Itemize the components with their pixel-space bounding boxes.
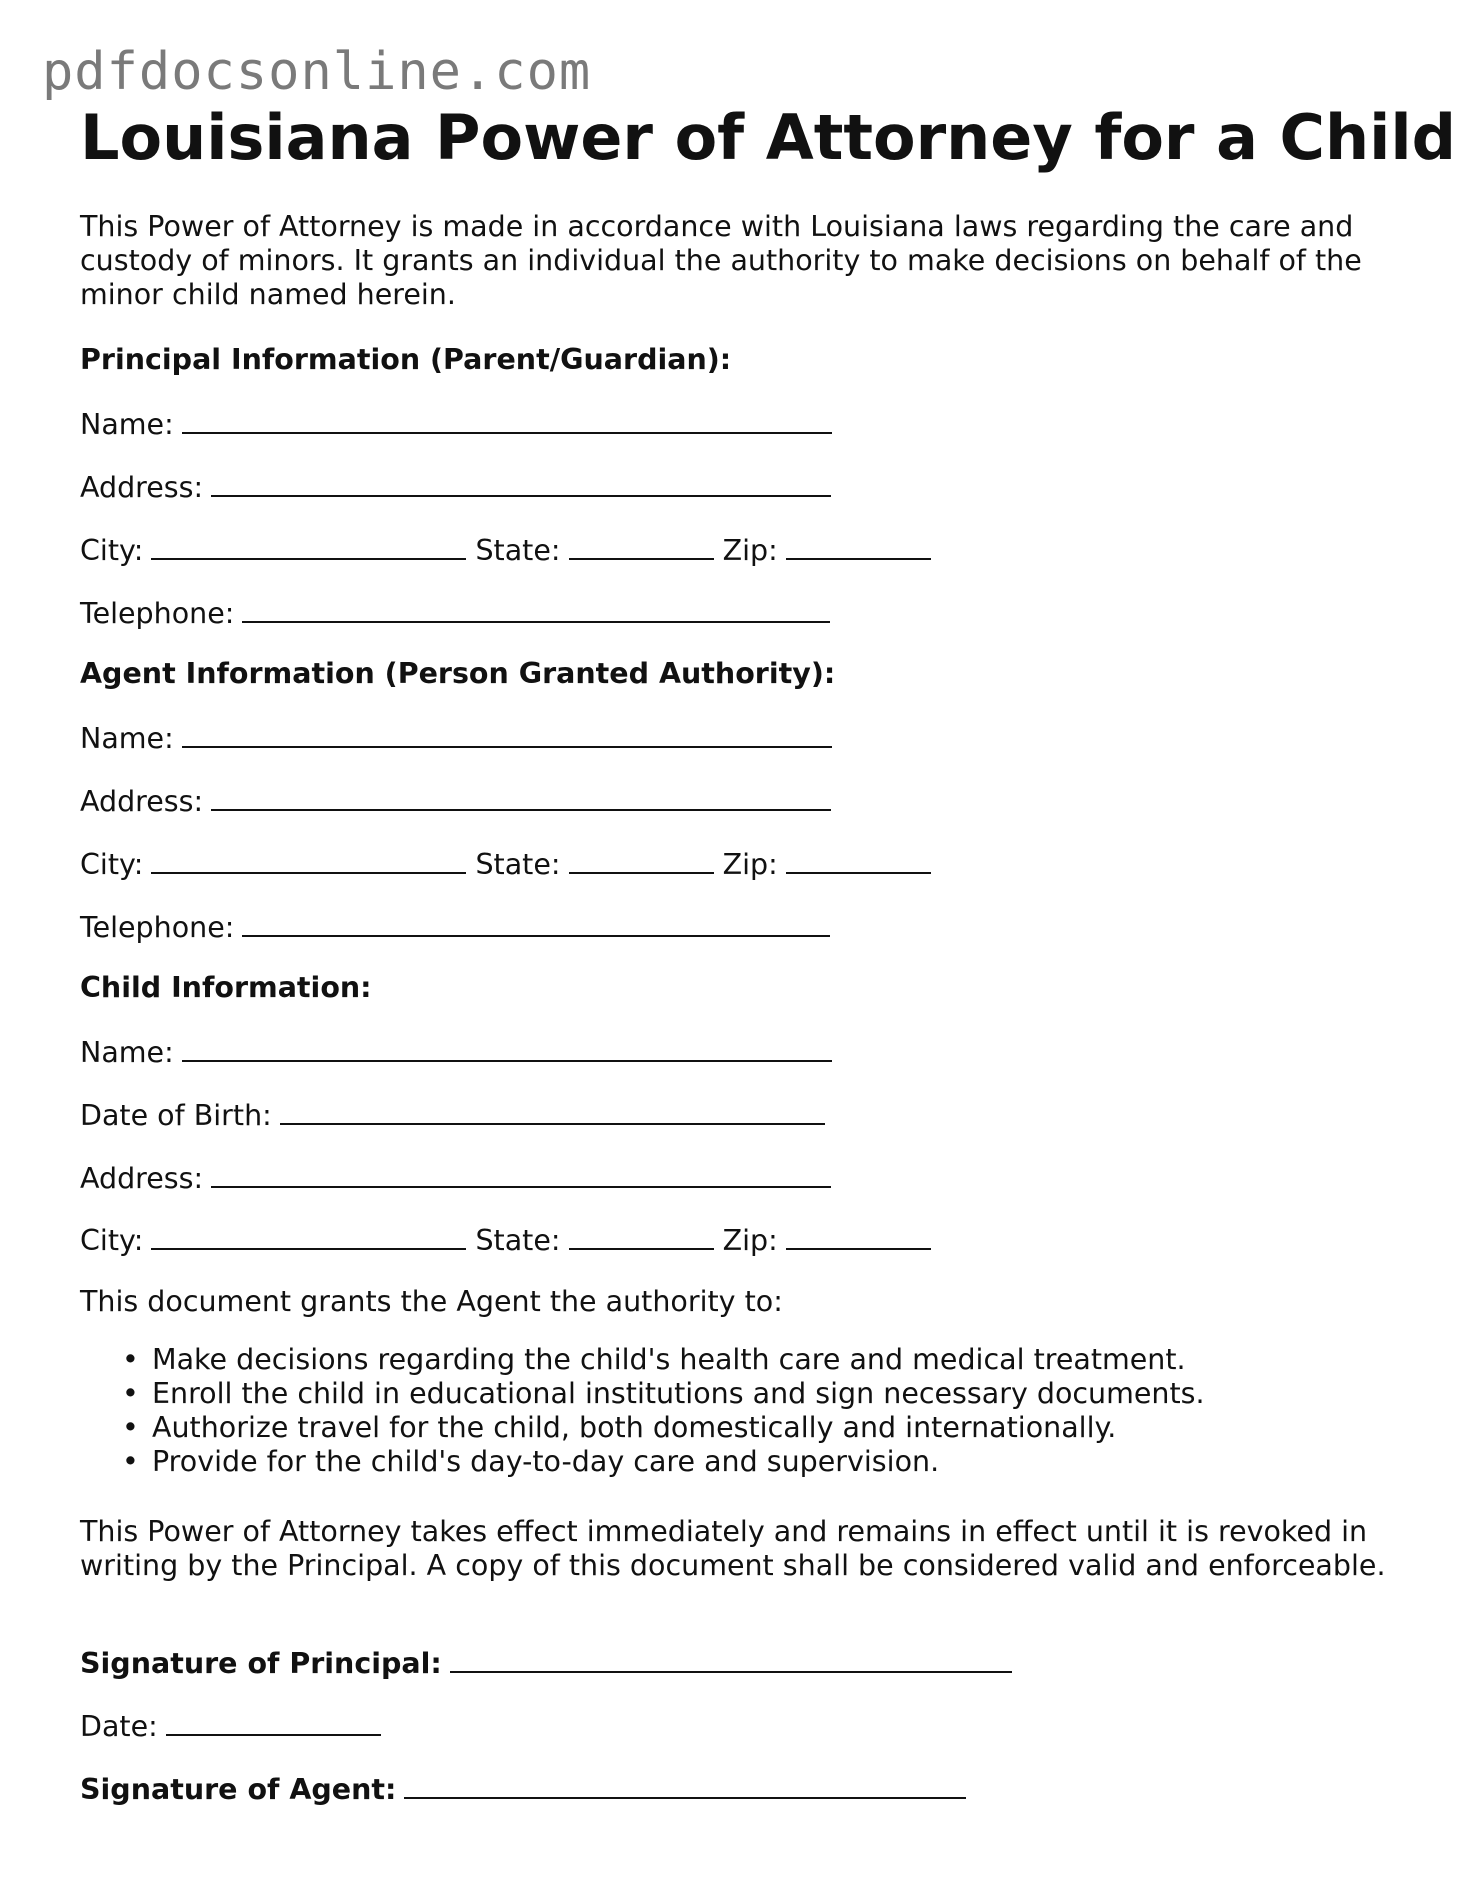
- intro-paragraph: This Power of Attorney is made in accordance with Louisiana laws regarding the care and custody of minors. It grants an individual the authority to make decisions on behalf of the minor child named herein.: [80, 210, 1362, 311]
- effect-paragraph: This Power of Attorney takes effect immediately and remains in effect until it is revoked in writing by the Principal. A copy of this document shall be considered valid and enforceable.: [80, 1515, 1386, 1582]
- watermark: pdfdocsonline.com: [42, 42, 592, 102]
- authority-list: [150, 1343, 1205, 1479]
- child-name-label: Name:: [80, 1036, 174, 1069]
- principal-heading: Principal Information (Parent/Guardian):: [80, 343, 732, 376]
- principal-telephone-field[interactable]: [242, 595, 830, 623]
- agent-name-row: [80, 720, 832, 756]
- child-address-label: Address:: [80, 1162, 204, 1195]
- agent-city-label: City:: [80, 848, 144, 881]
- list-item: • Provide for the child's day-to-day care and supervision.: [150, 1445, 1205, 1479]
- agent-zip-field[interactable]: [786, 846, 931, 874]
- child-heading: Child Information:: [80, 971, 372, 1004]
- child-state-field[interactable]: [569, 1222, 714, 1250]
- agent-state-label: State:: [475, 848, 561, 881]
- agent-address-label: Address:: [80, 785, 204, 818]
- principal-city-row: [80, 532, 931, 568]
- principal-signature-label: Signature of Principal:: [80, 1647, 442, 1680]
- principal-address-label: Address:: [80, 471, 204, 504]
- child-address-field[interactable]: [211, 1160, 831, 1188]
- agent-signature-field[interactable]: [404, 1771, 966, 1799]
- principal-signature-row: [80, 1645, 1012, 1681]
- child-city-field[interactable]: [151, 1222, 466, 1250]
- date-label: Date:: [80, 1710, 158, 1743]
- child-dob-field[interactable]: [280, 1097, 825, 1125]
- child-dob-label: Date of Birth:: [80, 1099, 272, 1132]
- list-item: • Make decisions regarding the child's health care and medical treatment.: [150, 1343, 1205, 1377]
- date-row: [80, 1708, 381, 1744]
- principal-state-label: State:: [475, 534, 561, 567]
- principal-zip-label: Zip:: [722, 534, 778, 567]
- agent-signature-label: Signature of Agent:: [80, 1773, 397, 1806]
- agent-address-row: [80, 783, 831, 819]
- principal-signature-field[interactable]: [450, 1645, 1012, 1673]
- list-item: • Authorize travel for the child, both domestically and internationally.: [150, 1411, 1205, 1445]
- agent-telephone-field[interactable]: [242, 909, 830, 937]
- principal-state-field[interactable]: [569, 532, 714, 560]
- child-zip-label: Zip:: [722, 1224, 778, 1257]
- principal-city-field[interactable]: [151, 532, 466, 560]
- child-dob-row: [80, 1097, 825, 1133]
- principal-telephone-label: Telephone:: [80, 597, 235, 630]
- agent-state-field[interactable]: [569, 846, 714, 874]
- principal-address-row: [80, 469, 831, 505]
- agent-name-label: Name:: [80, 722, 174, 755]
- principal-name-label: Name:: [80, 408, 174, 441]
- child-state-label: State:: [475, 1224, 561, 1257]
- agent-telephone-row: [80, 909, 830, 945]
- date-field[interactable]: [166, 1708, 381, 1736]
- child-name-row: [80, 1034, 832, 1070]
- principal-zip-field[interactable]: [786, 532, 931, 560]
- agent-name-field[interactable]: [182, 720, 832, 748]
- list-item: • Enroll the child in educational institutions and sign necessary documents.: [150, 1377, 1205, 1411]
- principal-name-field[interactable]: [182, 406, 832, 434]
- agent-address-field[interactable]: [211, 783, 831, 811]
- agent-zip-label: Zip:: [722, 848, 778, 881]
- principal-telephone-row: [80, 595, 830, 631]
- child-address-row: [80, 1160, 831, 1196]
- child-zip-field[interactable]: [786, 1222, 931, 1250]
- agent-heading: Agent Information (Person Granted Authority):: [80, 657, 836, 690]
- child-city-row: [80, 1222, 931, 1258]
- agent-city-field[interactable]: [151, 846, 466, 874]
- child-name-field[interactable]: [182, 1034, 832, 1062]
- agent-city-row: [80, 846, 931, 882]
- document-title: Louisiana Power of Attorney for a Child: [80, 101, 1457, 174]
- agent-signature-row: [80, 1771, 966, 1807]
- child-city-label: City:: [80, 1224, 144, 1257]
- principal-city-label: City:: [80, 534, 144, 567]
- authority-intro: This document grants the Agent the authority to:: [80, 1285, 783, 1318]
- agent-telephone-label: Telephone:: [80, 911, 235, 944]
- principal-address-field[interactable]: [211, 469, 831, 497]
- principal-name-row: [80, 406, 832, 442]
